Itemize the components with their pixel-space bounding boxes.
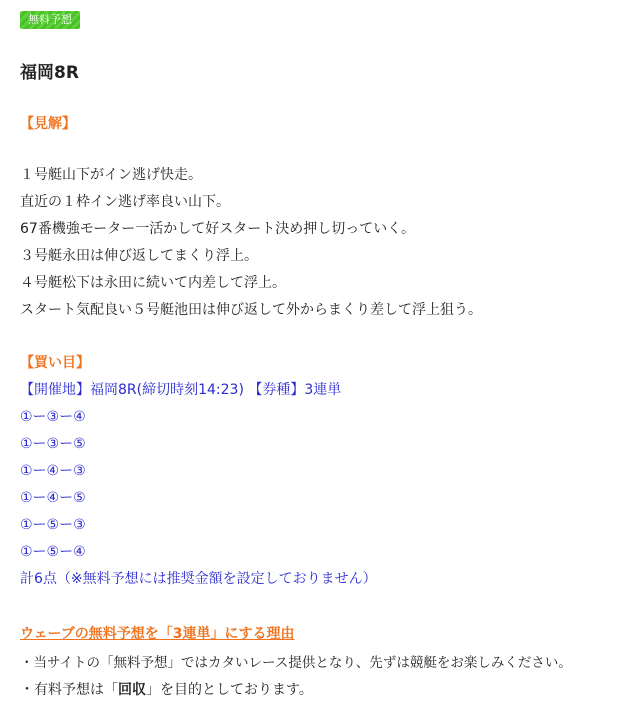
combo-item: ①ー④ー⑤ xyxy=(20,490,86,506)
combo-item: ①ー⑤ー③ xyxy=(20,517,86,533)
reason-line-2-post: 」を目的としております。 xyxy=(146,682,313,698)
opinion-line: 直近の１枠イン逃げ率良い山下。 xyxy=(20,194,230,210)
buy-info: 【開催地】福岡8R(締切時刻14:23) 【券種】3連単 xyxy=(20,382,342,398)
combo-item: ①ー③ー⑤ xyxy=(20,436,86,452)
reason-heading: ウェーブの無料予想を「3連単」にする理由 xyxy=(20,626,295,642)
reason-line-1: ・当サイトの「無料予想」ではカタいレース提供となり、先ずは競艇をお楽しみください。 xyxy=(20,655,572,671)
reason-line-2-pre: ・有料予想は「 xyxy=(20,682,118,698)
reason-line-2 xyxy=(20,680,313,700)
opinion-line: １号艇山下がイン逃げ快走。 xyxy=(20,167,202,183)
opinion-line: 67番機強モーター一活かして好スタート決め押し切っていく。 xyxy=(20,221,415,237)
total-count: 計6点（※無料予想には推奨金額を設定しておりません） xyxy=(20,571,377,587)
combo-item: ①ー④ー③ xyxy=(20,463,86,479)
opinion-line: スタート気配良い５号艇池田は伸び返して外からまくり差して浮上狙う。 xyxy=(20,302,482,318)
reason-line-2-bold: 回収 xyxy=(118,682,146,698)
buy-heading: 【買い目】 xyxy=(20,355,90,371)
opinion-heading: 【見解】 xyxy=(20,116,76,132)
opinion-line: ４号艇松下は永田に続いて内差して浮上。 xyxy=(20,275,286,291)
race-title: 福岡8R xyxy=(20,63,79,83)
free-prediction-badge: 無料予想 xyxy=(20,11,80,29)
combo-item: ①ー③ー④ xyxy=(20,409,86,425)
combo-item: ①ー⑤ー④ xyxy=(20,544,86,560)
opinion-line: ３号艇永田は伸び返してまくり浮上。 xyxy=(20,248,258,264)
